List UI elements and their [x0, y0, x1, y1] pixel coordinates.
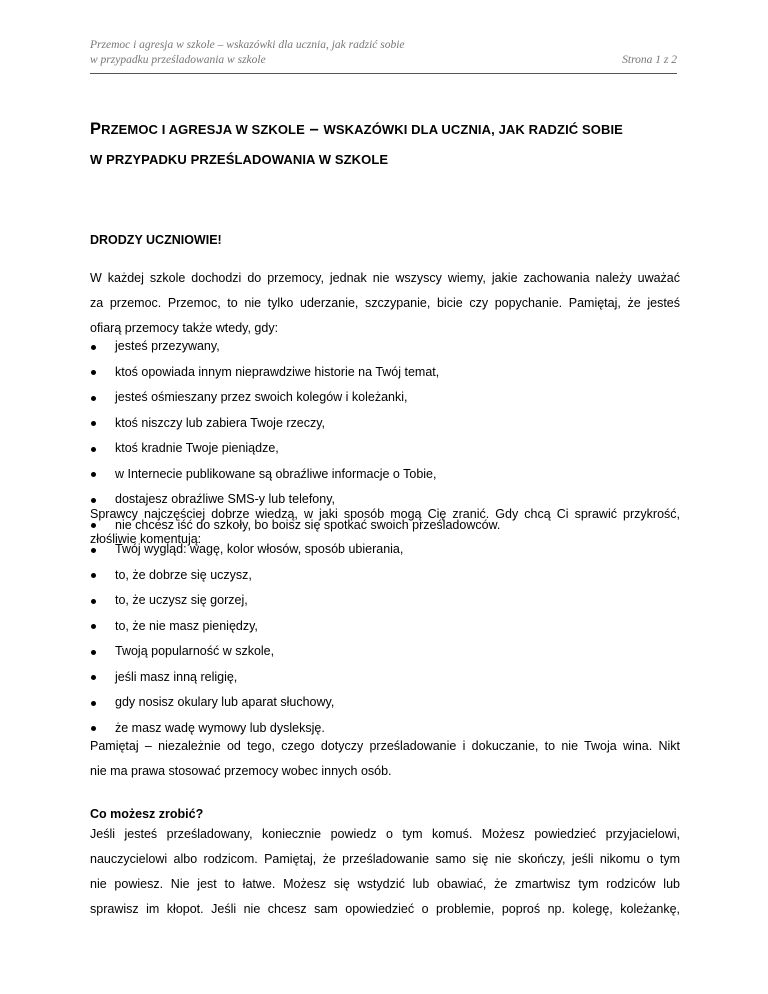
list-item — [90, 436, 680, 462]
list-item — [90, 462, 680, 488]
title-part2: WSKAZÓWKI DLA UCZNIA — [323, 122, 492, 137]
header-title — [90, 38, 405, 68]
list-item-text: jeśli masz inną religię, — [115, 669, 238, 684]
perpetrators-line: Sprawcy najczęściej dobrze wiedzą, w jaki sposób mogą Cię zranić. Gdy chcą Ci sprawić przykrość, — [90, 507, 680, 521]
list-item-text: jesteś ośmieszany przez swoich kolegów i koleżanki, — [115, 390, 408, 404]
list-item-text: to, że dobrze się uczysz, — [115, 567, 252, 582]
list-item-text: Twój wygląd: wagę, kolor włosów, sposób ubierania, — [115, 542, 404, 556]
title-part1: RZEMOC I AGRESJA W SZKOLE — [101, 122, 305, 137]
title-line2: W PRZYPADKU PRZEŚLADOWANIA W SZKOLE — [90, 152, 389, 167]
bullet-icon — [91, 573, 96, 578]
list-item-text: ktoś opowiada innym nieprawdziwe historie na Twój temat, — [115, 364, 440, 379]
bullet-icon — [91, 396, 96, 401]
list-item-text: to, że uczysz się gorzej, — [115, 593, 248, 607]
remember-paragraph — [90, 734, 680, 784]
list-item-text: ktoś niszczy lub zabiera Twoje rzeczy, — [115, 415, 326, 430]
what-to-do-line: Jeśli jesteś prześladowany, koniecznie powiedz o tym komuś. Możesz powiedzieć przyjacielowi, — [90, 827, 680, 841]
list-item — [90, 639, 680, 665]
list-item — [90, 665, 680, 691]
what-to-do-line: nauczycielowi albo rodzicom. Pamiętaj, że prześladowanie samo się nie skończy, jeśli nikomu o tym — [90, 852, 680, 866]
page-number: Strona 1 z 2 — [622, 54, 677, 66]
what-to-do-heading: Co możesz zrobić? — [90, 807, 204, 821]
list-item — [90, 411, 680, 437]
header-title-line2: w przypadku prześladowania w szkole — [90, 54, 266, 66]
title-part3: , JAK RADZIĆ SOBIE — [491, 122, 623, 137]
title-initial-cap: P — [90, 120, 102, 138]
what-to-do-paragraph — [90, 822, 680, 922]
list-item-text: gdy nosisz okulary lub aparat słuchowy, — [115, 695, 335, 709]
bullet-icon — [91, 472, 96, 477]
title-line1 — [90, 114, 690, 145]
bullet-icon — [91, 675, 96, 680]
list-item-text: dostajesz obraźliwe SMS-y lub telefony, — [115, 492, 336, 506]
perpetrators-line: złośliwie komentują: — [90, 532, 202, 546]
what-to-do-line: sprawisz im kłopot. Jeśli nie chcesz sam opowiedzieć o problemie, poproś np. kolegę, koleżankę, — [90, 902, 680, 916]
intro-line: W każdej szkole dochodzi do przemocy, jednak nie wszyscy wiemy, jakie zachowania należy uważać — [90, 271, 680, 285]
list-item — [90, 360, 680, 386]
greeting-heading: DRODZY UCZNIOWIE! — [90, 233, 222, 247]
remember-line: nie ma prawa stosować przemocy wobec innych osób. — [90, 764, 392, 778]
remember-line: Pamiętaj – niezależnie od tego, czego dotyczy prześladowanie i dokuczanie, to nie Twoja wina. Nikt — [90, 739, 680, 753]
bullet-icon — [91, 701, 96, 706]
what-to-do-line: nie powiesz. Nie jest to łatwe. Możesz się wstydzić lub obawiać, że zmartwisz tym rodziców lub — [90, 877, 680, 891]
intro-line: ofiarą przemocy także wtedy, gdy: — [90, 321, 279, 335]
bullet-icon — [91, 599, 96, 604]
comment-topics-list — [90, 537, 680, 741]
intro-line: za przemoc. Przemoc, to nie tylko uderzanie, szczypanie, bicie czy popychanie. Pamiętaj, że jesteś — [90, 296, 680, 310]
list-item — [90, 563, 680, 589]
document-title — [90, 114, 690, 175]
list-item-text: Twoją popularność w szkole, — [115, 644, 275, 658]
intro-paragraph — [90, 266, 680, 341]
bullet-icon — [91, 726, 96, 731]
list-item — [90, 385, 680, 411]
bullet-icon — [91, 370, 96, 375]
bullet-icon — [91, 345, 96, 350]
bullet-icon — [91, 421, 96, 426]
list-item-text: w Internecie publikowane są obraźliwe informacje o Tobie, — [115, 466, 437, 481]
list-item — [90, 588, 680, 614]
list-item — [90, 537, 680, 563]
list-item-text: to, że nie masz pieniędzy, — [115, 618, 258, 633]
bullet-icon — [91, 650, 96, 655]
list-item — [90, 690, 680, 716]
list-item-text: jesteś przezywany, — [115, 339, 220, 353]
list-item-text: że masz wadę wymowy lub dysleksję. — [115, 720, 325, 735]
header-title-line1: Przemoc i agresja w szkole – wskazówki dla ucznia, jak radzić sobie — [90, 39, 405, 51]
page-header — [90, 38, 677, 74]
list-item-text: ktoś kradnie Twoje pieniądze, — [115, 441, 279, 455]
bullet-icon — [91, 548, 96, 553]
list-item-text: nie chcesz iść do szkoły, bo boisz się spotkać swoich prześladowców. — [115, 517, 501, 532]
list-item — [90, 334, 680, 360]
bullet-icon — [91, 624, 96, 629]
list-item — [90, 614, 680, 640]
title-dash: – — [304, 120, 324, 138]
bullet-icon — [91, 447, 96, 452]
